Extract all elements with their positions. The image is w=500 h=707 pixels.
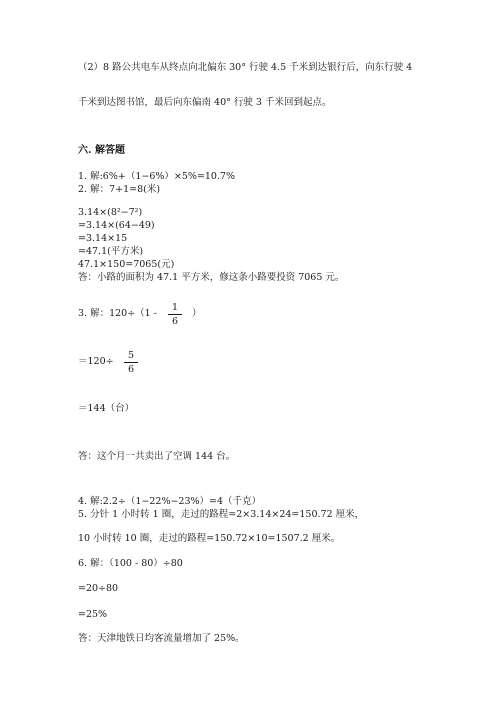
section-title: 六. 解答题 xyxy=(78,145,125,156)
answer-3a-line-2: =3.14×(64−49) xyxy=(78,220,155,231)
answer-6-step-3: =25% xyxy=(78,609,108,620)
answer-2: 2. 解：7+1=8(米) xyxy=(78,184,161,195)
answer-1: 1. 解:6%+（1−6%）×5%=10.7% xyxy=(78,171,236,182)
answer-3a-line-5: 47.1×150=7065(元) xyxy=(78,259,175,270)
answer-5-line-1: 5. 分针 1 小时转 1 圈，走过的路程=2×3.14×24=150.72 厘米， xyxy=(78,509,365,520)
fraction-five-sixths xyxy=(124,350,138,375)
answer-3a-line-1: 3.14×(8²−7²) xyxy=(78,207,143,218)
answer-3b-conclusion: 答：这个月一共卖出了空调 144 台。 xyxy=(78,451,236,462)
answer-3a-line-4: =47.1(平方米) xyxy=(78,246,144,257)
answer-3a-conclusion: 答：小路的面积为 47.1 平方米，修这条小路要投资 7065 元。 xyxy=(78,272,345,283)
answer-3b-step-3: ＝144（台） xyxy=(78,403,135,414)
answer-6-step-2: =20÷80 xyxy=(78,583,119,594)
answer-4: 4. 解:2.2÷（1−22%−23%）=4（千克） xyxy=(78,496,262,507)
fraction-numerator: 5 xyxy=(124,350,138,363)
fraction-denominator: 6 xyxy=(171,316,179,327)
closing-paren: ） xyxy=(192,308,202,319)
answer-6-step-1: 6. 解：（100 - 80）÷80 xyxy=(78,558,183,569)
answer-3b-step-1: 3. 解：120÷（1 - xyxy=(78,308,157,319)
route-line-1: （2）8 路公共电车从终点向北偏东 30° 行驶 4.5 千米到达银行后，向东行驶 4 xyxy=(78,62,413,73)
answer-3a-line-3: =3.14×15 xyxy=(78,233,128,244)
route-line-2: 千米到达图书馆，最后向东偏南 40° 行驶 3 千米回到起点。 xyxy=(78,97,332,108)
fraction-numerator: 1 xyxy=(168,302,182,315)
answer-3b-step-2: ＝120÷ xyxy=(78,356,114,367)
answer-5-line-2: 10 小时转 10 圈，走过的路程=150.72×10=1507.2 厘米。 xyxy=(78,533,341,544)
fraction-one-sixth xyxy=(168,302,182,327)
fraction-denominator: 6 xyxy=(127,364,135,375)
answer-6-conclusion: 答：天津地铁日均客流量增加了 25%。 xyxy=(78,633,245,644)
